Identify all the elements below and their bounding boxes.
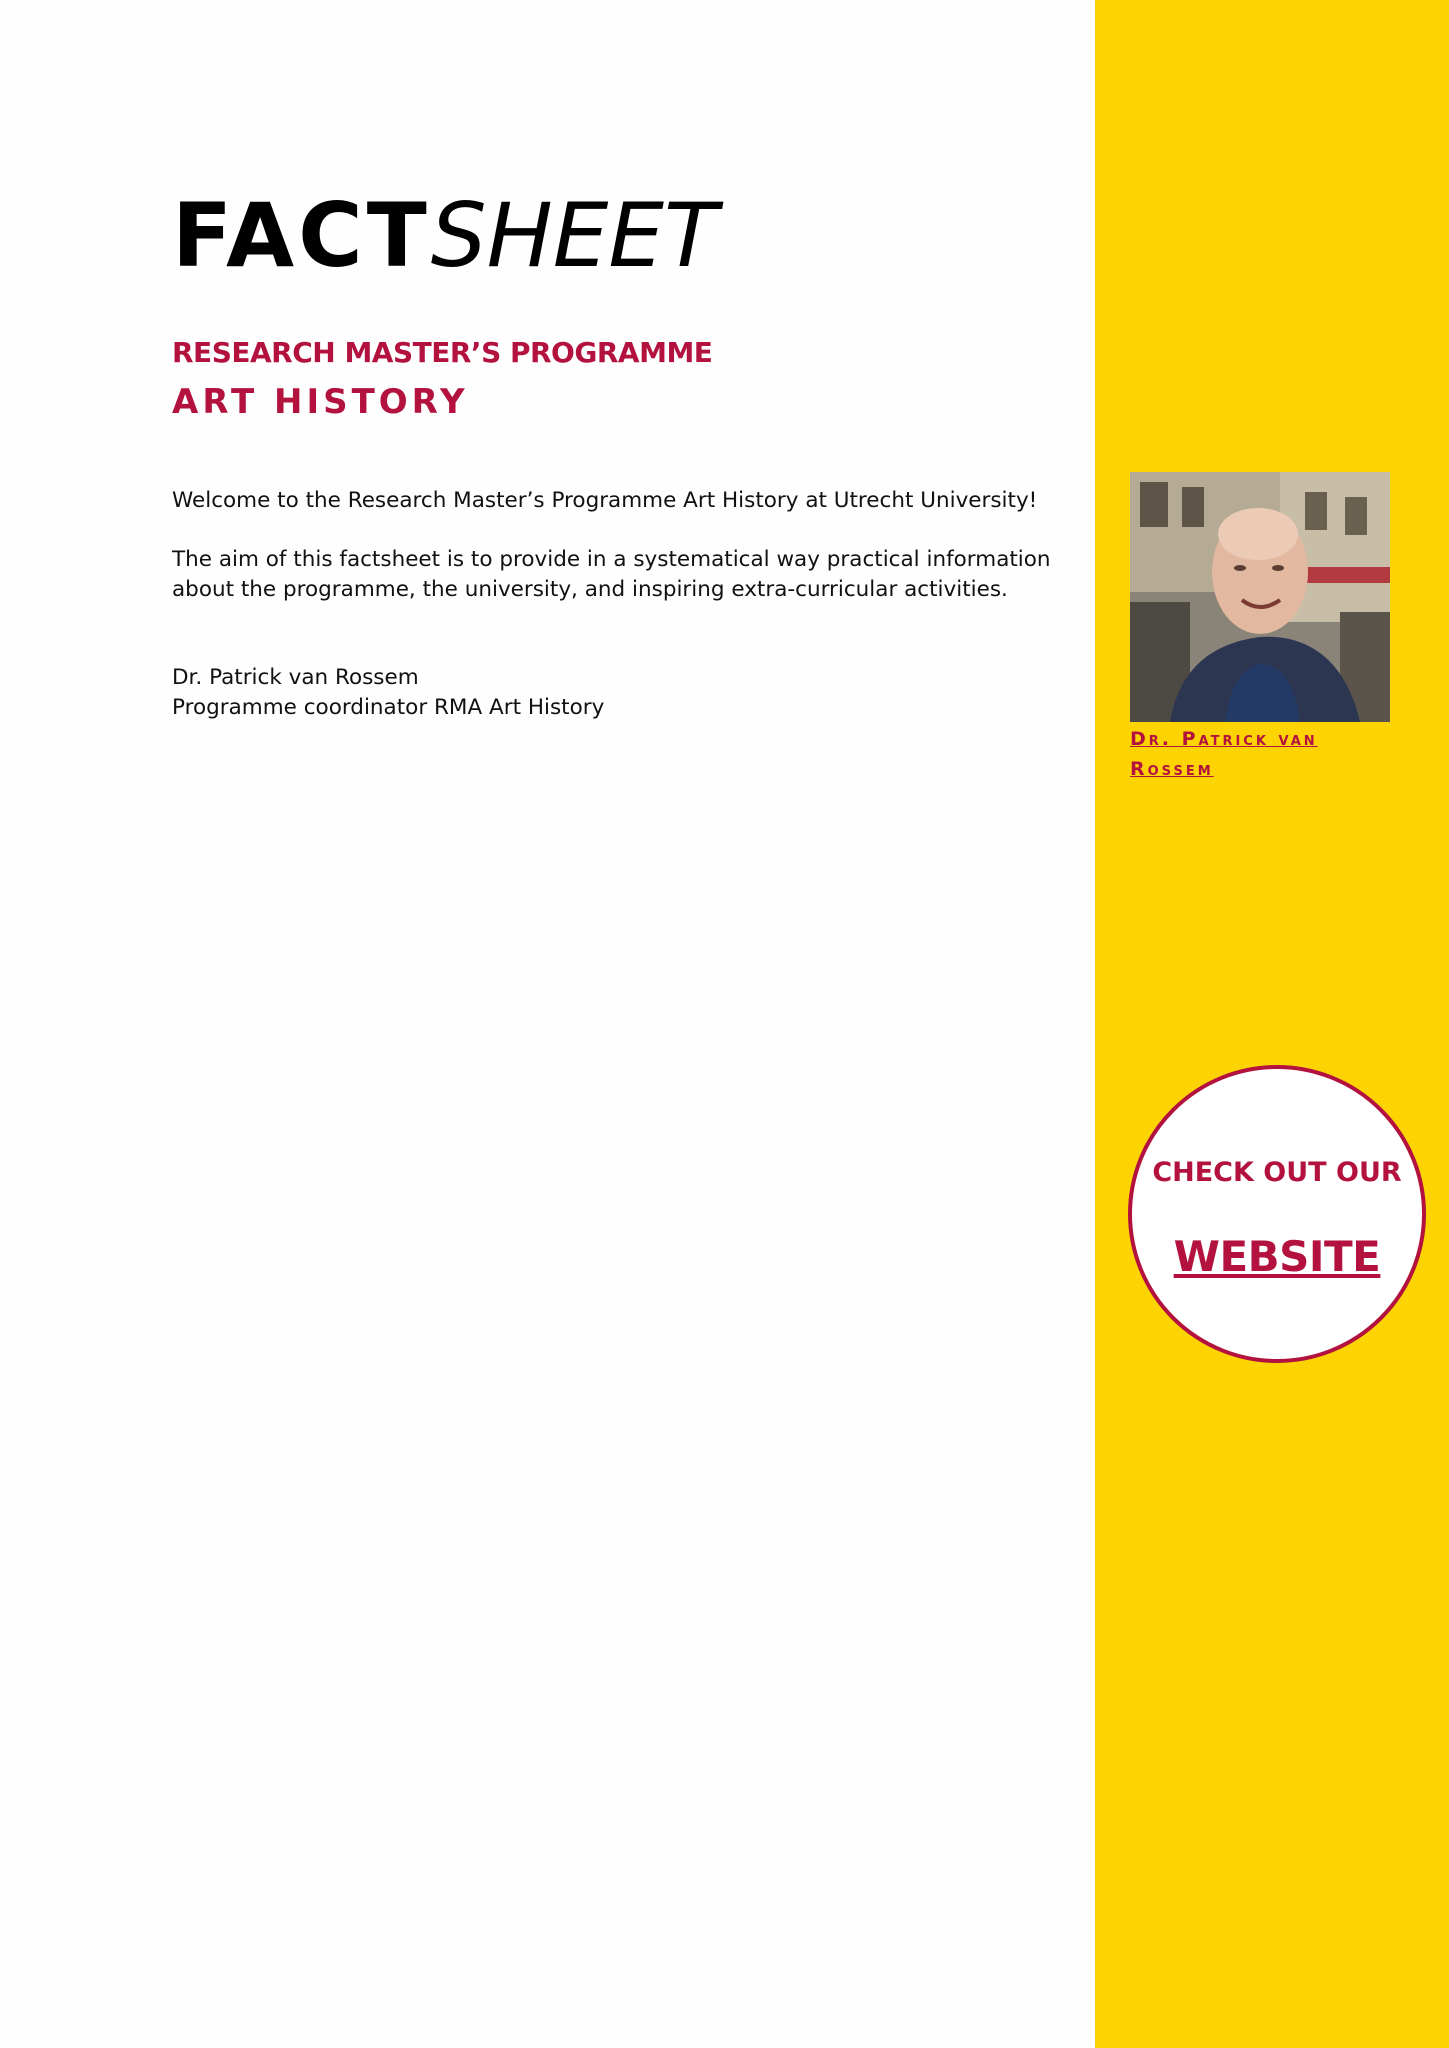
cta-text: CHECK OUT OUR	[1152, 1157, 1402, 1188]
welcome-paragraph: Welcome to the Research Master’s Programme Art History at Utrecht University!	[172, 488, 1038, 513]
aim-paragraph: The aim of this factsheet is to provide in a systematical way practical information about the programme, the university, and inspiring extra-curricular activities.	[172, 547, 1051, 602]
page-title	[172, 186, 718, 286]
programme-name: ART HISTORY	[172, 382, 469, 422]
portrait-image	[1130, 472, 1390, 722]
signature-block	[172, 663, 604, 723]
title-fact: FACT	[172, 184, 431, 287]
website-link[interactable]: WEBSITE	[1173, 1232, 1381, 1281]
programme-type: RESEARCH MASTER’S PROGRAMME	[172, 336, 713, 369]
coordinator-link[interactable]: Dr. Patrick van Rossem	[1130, 728, 1318, 780]
sidebar	[1095, 0, 1449, 2048]
title-sheet: SHEET	[430, 184, 718, 287]
signature-name: Dr. Patrick van Rossem	[172, 665, 419, 690]
coordinator-photo[interactable]	[1130, 472, 1390, 722]
signature-role: Programme coordinator RMA Art History	[172, 695, 605, 720]
website-badge[interactable]	[1128, 1065, 1426, 1363]
